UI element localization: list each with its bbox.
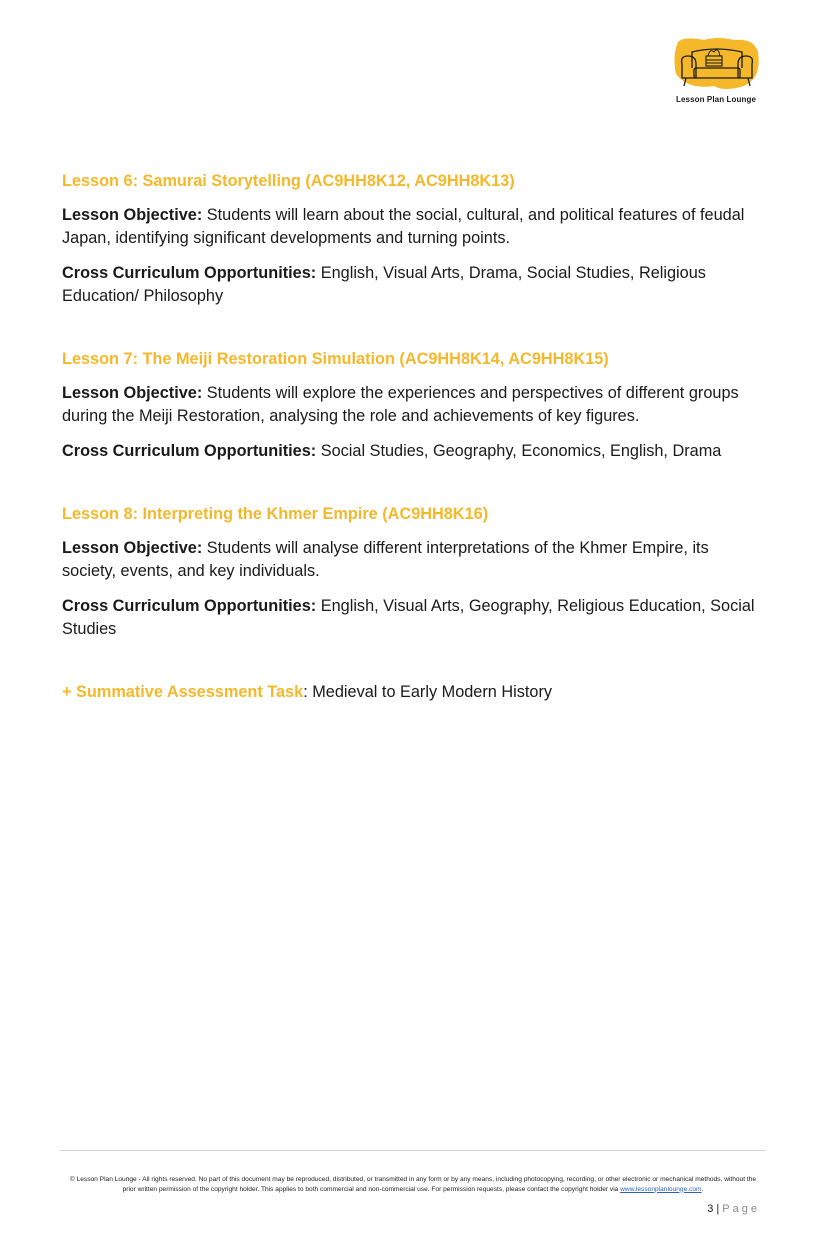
cross-curriculum bbox=[62, 440, 762, 463]
lesson-title: Lesson 7: The Meiji Restoration Simulation (AC9HH8K14, AC9HH8K15) bbox=[62, 350, 609, 368]
objective-text: Students will learn about the social, cultural, and political features of feudal Japan, identifying significant developments and turning points. bbox=[62, 206, 745, 247]
sofa-logo-icon bbox=[668, 34, 764, 94]
copyright-end: . bbox=[701, 1185, 704, 1193]
summative-label: + Summative Assessment Task bbox=[62, 683, 304, 701]
document-body bbox=[62, 170, 762, 703]
objective-text: Students will explore the experiences and perspectives of different groups during the Meiji Restoration, analysing the role and achievements of key figures. bbox=[62, 384, 739, 425]
objective-label: Lesson Objective: bbox=[62, 206, 203, 224]
page-separator: | bbox=[713, 1203, 723, 1215]
lesson-section bbox=[62, 503, 762, 641]
page-number-value: 3 bbox=[707, 1203, 714, 1215]
cross-curriculum-text: English, Visual Arts, Drama, Social Studies, Religious Education/ Philosophy bbox=[62, 264, 706, 305]
lesson-section bbox=[62, 170, 762, 308]
objective-label: Lesson Objective: bbox=[62, 539, 203, 557]
cross-curriculum-text: English, Visual Arts, Geography, Religious Education, Social Studies bbox=[62, 597, 755, 638]
summative-assessment bbox=[62, 681, 762, 703]
lesson-objective bbox=[62, 204, 762, 250]
objective-text: Students will analyse different interpretations of the Khmer Empire, its society, events, and key individuals. bbox=[62, 539, 709, 580]
website-link[interactable]: www.lessonplanlounge.com bbox=[620, 1185, 702, 1193]
copyright-notice bbox=[64, 1175, 762, 1194]
cross-curriculum-label: Cross Curriculum Opportunities: bbox=[62, 264, 317, 282]
brand-logo bbox=[668, 34, 764, 108]
cross-curriculum bbox=[62, 262, 762, 308]
lesson-objective bbox=[62, 382, 762, 428]
copyright-text: © Lesson Plan Lounge - All rights reserved. No part of this document may be reproduced, distributed, or transmitted in any form or by any means, including photocopying, recording, or other electronic or mechanical methods, without the prior written permission of the copyright holder. This applies to both commercial and non-commercial use. For permission requests, please contact the copyright holder via bbox=[69, 1176, 757, 1193]
lesson-title: Lesson 8: Interpreting the Khmer Empire (AC9HH8K16) bbox=[62, 505, 489, 523]
footer-divider bbox=[60, 1150, 766, 1151]
lesson-section bbox=[62, 348, 762, 463]
lesson-objective bbox=[62, 537, 762, 583]
logo-text: Lesson Plan Lounge bbox=[675, 95, 757, 104]
page-number bbox=[707, 1203, 760, 1215]
page-label: Page bbox=[722, 1203, 760, 1215]
cross-curriculum bbox=[62, 595, 762, 641]
cross-curriculum-text: Social Studies, Geography, Economics, English, Drama bbox=[316, 442, 722, 460]
objective-label: Lesson Objective: bbox=[62, 384, 203, 402]
cross-curriculum-label: Cross Curriculum Opportunities: bbox=[62, 597, 317, 615]
summative-text: : Medieval to Early Modern History bbox=[303, 683, 553, 701]
lesson-title: Lesson 6: Samurai Storytelling (AC9HH8K12, AC9HH8K13) bbox=[62, 172, 515, 190]
cross-curriculum-label: Cross Curriculum Opportunities: bbox=[62, 442, 317, 460]
